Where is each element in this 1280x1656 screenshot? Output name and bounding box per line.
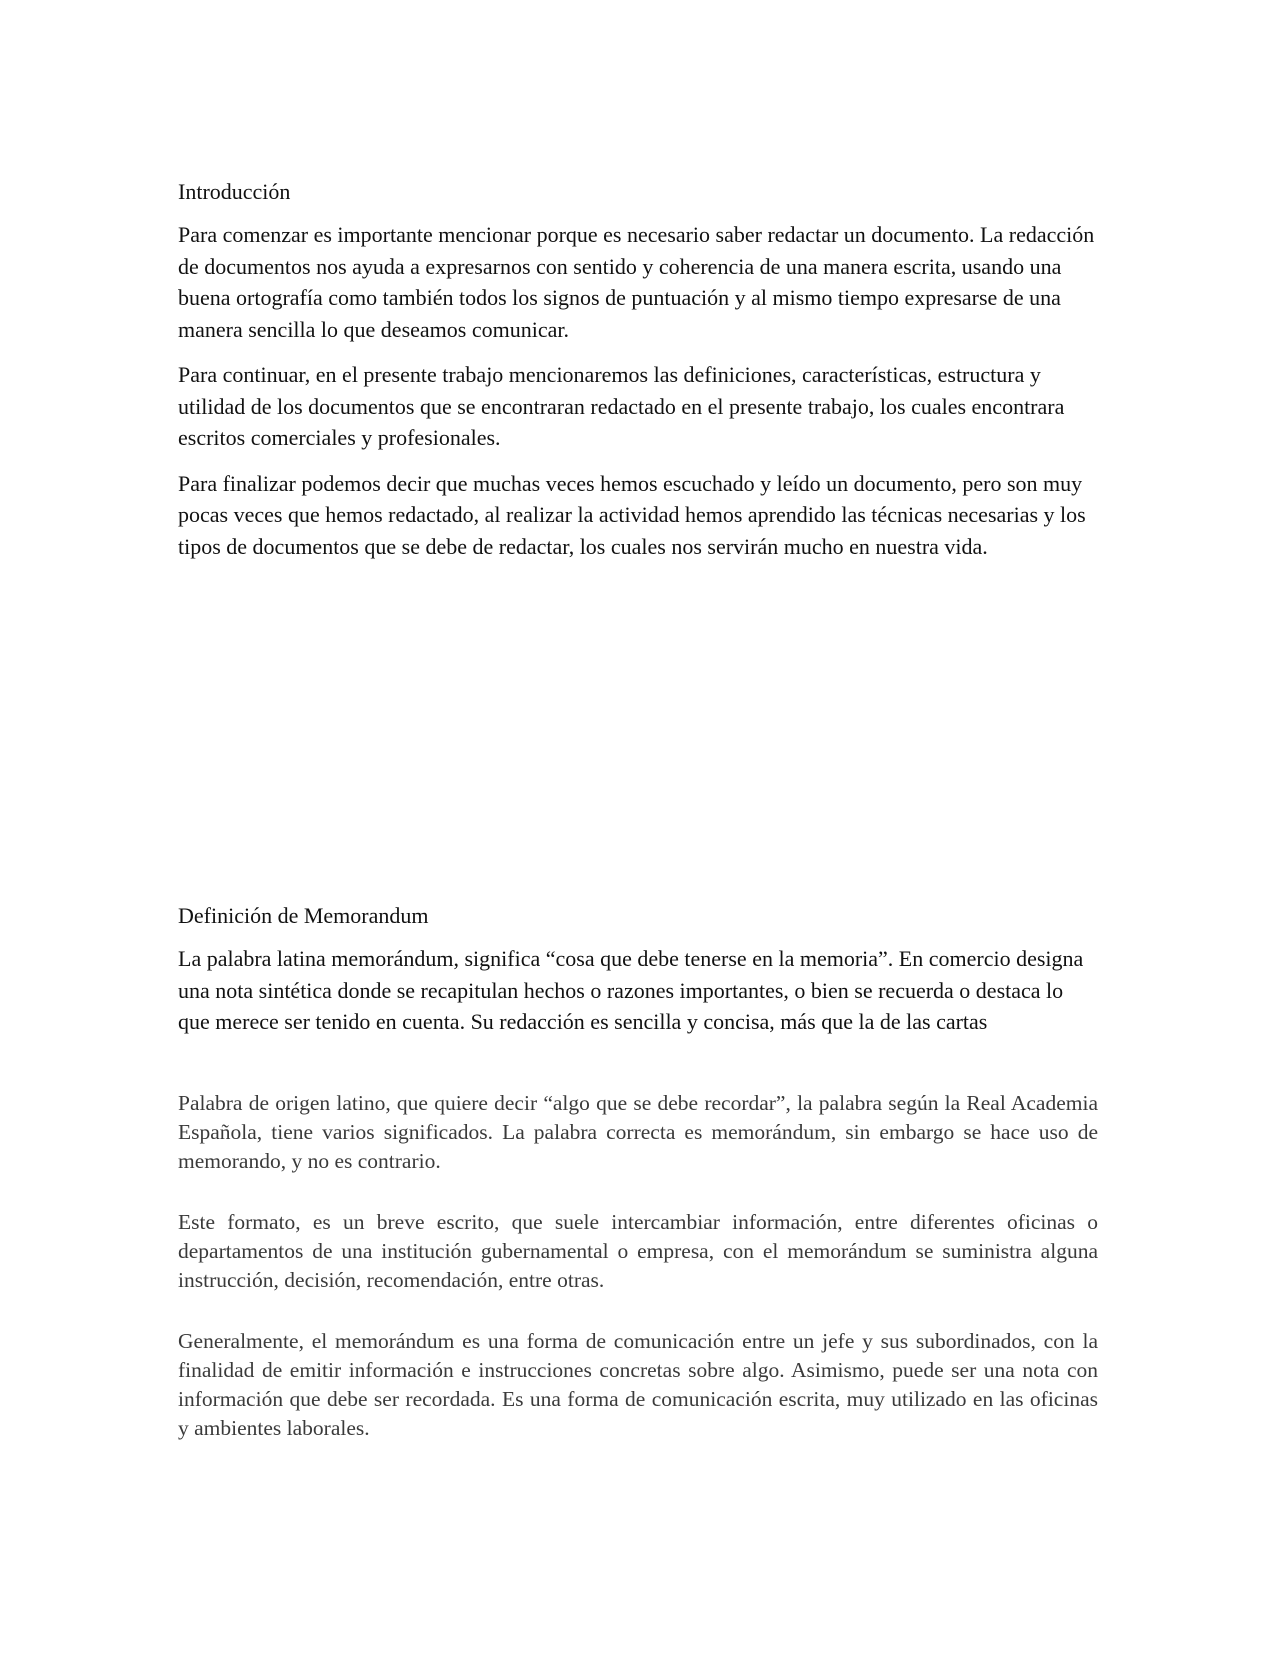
memorandum-quoted-section bbox=[178, 1089, 1098, 1475]
intro-heading: Introducción bbox=[178, 179, 291, 204]
intro-section bbox=[178, 176, 1098, 576]
memorandum-quote-1: Palabra de origen latino, que quiere decir “algo que se debe recordar”, la palabra según la Real Academia Española, tiene varios significados. La palabra correcta es memorándum, sin embargo se hace uso de memorando, y no es contrario. bbox=[178, 1091, 1098, 1173]
memorandum-quote-3: Generalmente, el memorándum es una forma de comunicación entre un jefe y sus subordinados, con la finalidad de emitir información e instrucciones concretas sobre algo. Asimismo, puede ser una nota con información que debe ser recordada. Es una forma de comunicación escrita, muy utilizado en las oficinas y ambientes laborales. bbox=[178, 1329, 1098, 1440]
memorandum-heading: Definición de Memorandum bbox=[178, 903, 429, 928]
memorandum-section bbox=[178, 900, 1098, 1052]
intro-paragraph-1: Para comenzar es importante mencionar porque es necesario saber redactar un documento. La redacción de documentos nos ayuda a expresarnos con sentido y coherencia de una manera escrita, usando una buena ortografía como también todos los signos de puntuación y al mismo tiempo expresarse de una manera sencilla lo que deseamos comunicar. bbox=[178, 222, 1095, 342]
memorandum-paragraph: La palabra latina memorándum, significa “cosa que debe tenerse en la memoria”. En comercio designa una nota sintética donde se recapitulan hechos o razones importantes, o bien se recuerda o destaca lo que merece ser tenido en cuenta. Su redacción es sencilla y concisa, más que la de las cartas bbox=[178, 946, 1084, 1034]
intro-paragraph-3: Para finalizar podemos decir que muchas veces hemos escuchado y leído un documento, pero son muy pocas veces que hemos redactado, al realizar la actividad hemos aprendido las técnicas necesarias y los tipos de documentos que se debe de redactar, los cuales nos servirán mucho en nuestra vida. bbox=[178, 470, 1086, 559]
intro-paragraph-2: Para continuar, en el presente trabajo mencionaremos las definiciones, características, estructura y utilidad de los documentos que se encontraran redactado en el presente trabajo, los cuales encontrara escritos comerciales y profesionales. bbox=[178, 362, 1065, 450]
memorandum-quote-2: Este formato, es un breve escrito, que suele intercambiar información, entre diferentes oficinas o departamentos de una institución gubernamental o empresa, con el memorándum se suministra alguna instrucción, decisión, recomendación, entre otras. bbox=[178, 1210, 1098, 1292]
